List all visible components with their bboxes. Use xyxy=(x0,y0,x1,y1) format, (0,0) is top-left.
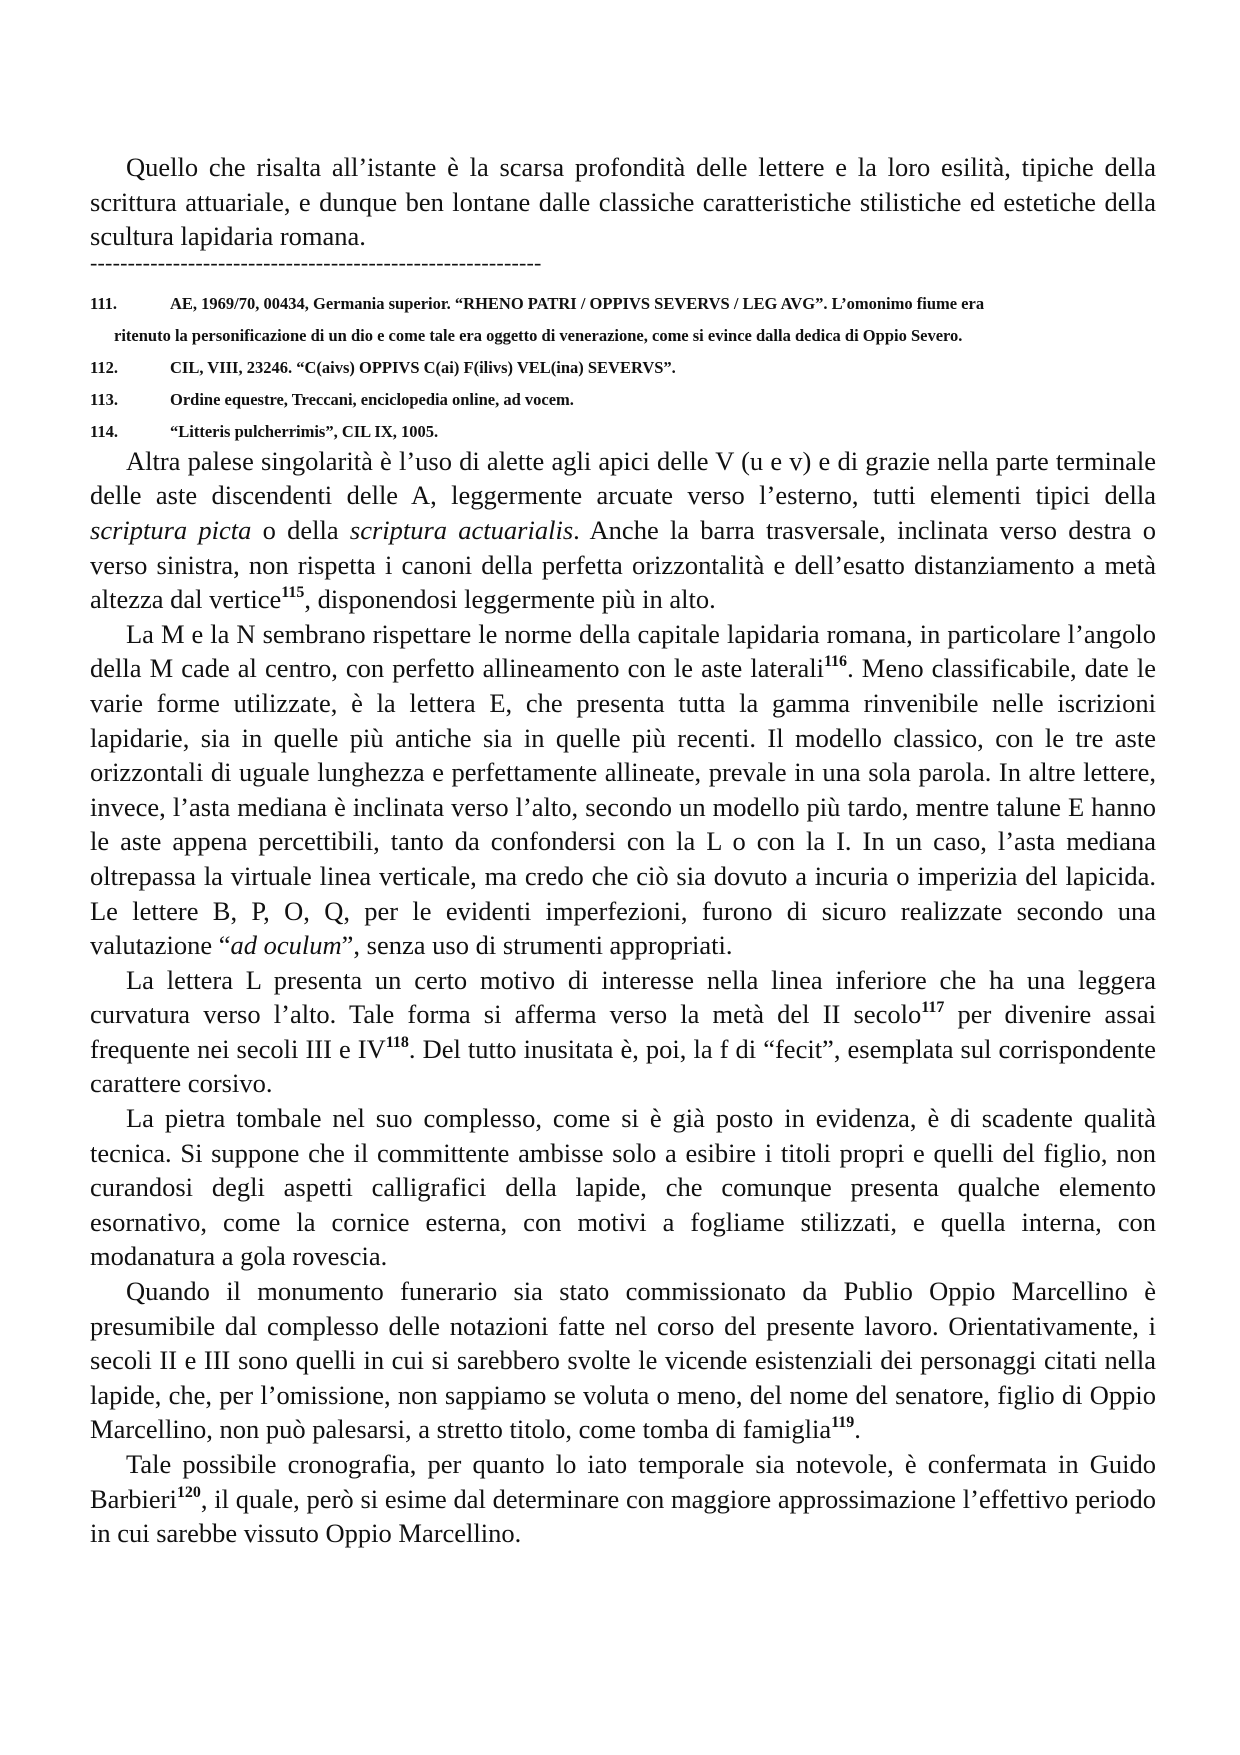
italic-term: ad oculum xyxy=(230,930,342,961)
footnote-ref-120[interactable]: 120 xyxy=(176,1483,201,1501)
footnote-number: 111. xyxy=(90,293,118,313)
paragraph-3 xyxy=(90,963,1156,1101)
footnote-separator: ------------------------------------------------------------ xyxy=(90,253,542,275)
text-run: Tale possibile cronografia, per quanto lo iato temporale sia notevole, è confermata in Guido Barbieri xyxy=(90,1449,1156,1514)
text-run: , il quale, però si esime dal determinare con maggiore approssimazione l’effettivo periodo in cui sarebbe vissuto Oppio Marcellino. xyxy=(90,1483,1156,1549)
footnote-ref-117[interactable]: 117 xyxy=(921,999,945,1017)
text-run: . Del tutto inusitata è, poi, la f di “fecit”, esemplata sul corrispondente carattere corsivo. xyxy=(90,1033,1156,1099)
italic-term: scriptura picta xyxy=(90,514,252,545)
text-run: Quando il monumento funerario sia stato commissionato da Publio Oppio Marcellino è presumibile dal complesso delle notazioni fatte nel corso del presente lavoro. Orientativamente, i secoli II e III sono quelli in cui si sarebbero svolte le vicende esistenziali dei personaggi citati nella lapide, che, per l’omissione, non sappiamo se voluta o meno, del nome del senatore, figlio di Oppio Marcellino, non può palesarsi, a stretto titolo, come tomba di famiglia xyxy=(90,1276,1156,1445)
footnote-ref-115[interactable]: 115 xyxy=(281,584,305,602)
footnote-continuation: ritenuto la personificazione di un dio e come tale era oggetto di venerazione, come si evince dalla dedica di Oppio Severo. xyxy=(114,325,963,345)
footnote-text: AE, 1969/70, 00434, Germania superior. “RHENO PATRI / OPPIVS SEVERVS / LEG AVG”. L’omonimo fiume era xyxy=(170,293,985,313)
text-run: , disponendosi leggermente più in alto. xyxy=(304,584,716,615)
footnote-number: 112. xyxy=(90,357,118,377)
document-page xyxy=(90,150,1156,1551)
text-run: La lettera L presenta un certo motivo di interesse nella linea inferiore che ha una leggera curvatura verso l’alto. Tale forma si afferma verso la metà del II secolo xyxy=(90,964,1156,1030)
paragraph-4 xyxy=(90,1101,1156,1274)
italic-term: scriptura actuarialis xyxy=(349,514,574,545)
paragraph-1 xyxy=(90,444,1156,617)
footnote-ref-119[interactable]: 119 xyxy=(831,1414,855,1432)
paragraph-intro: Quello che risalta all’istante è la scarsa profondità delle lettere e la loro esilità, tipiche della scrittura attuariale, e dunque ben lontane dalle classiche caratteristiche stilistiche ed estetiche della scultura lapidaria romana. xyxy=(90,152,1156,252)
footnote-114 xyxy=(90,416,1156,448)
footnote-text: “Litteris pulcherrimis”, CIL IX, 1005. xyxy=(170,421,439,441)
footnote-112 xyxy=(90,352,1156,384)
paragraph-6 xyxy=(90,1447,1156,1551)
text-run: . Meno classificabile, date le varie forme utilizzate, è la lettera E, che presenta tutta la gamma rinvenibile nelle iscrizioni lapidarie, sia in quelle più antiche sia in quelle più recenti. Il modello classico, con le tre aste orizzontali di uguale lunghezza e perfettamente allineate, prevale in una sola parola. In altre lettere, invece, l’asta mediana è inclinata verso l’alto, secondo un modello più tardo, mentre talune E hanno le aste appena percettibili, tanto da confondersi con la L o con la I. In un caso, l’asta mediana oltrepassa la virtuale linea verticale, ma credo che ciò sia dovuto a incuria o imperizia del lapicida. Le lettere B, P, O, Q, per le evidenti imperfezioni, furono di sicuro realizzate secondo una valutazione “ xyxy=(90,653,1156,961)
text-run: . Anche la barra trasversale, inclinata verso destra o verso sinistra, non rispetta i canoni della perfetta orizzontalità e dell’esatto distanziamento a metà altezza dal vertice xyxy=(90,514,1156,615)
text-run: ”, senza uso di strumenti appropriati. xyxy=(341,930,733,961)
text-run: . xyxy=(854,1414,861,1445)
paragraph-5 xyxy=(90,1274,1156,1447)
footnote-text: CIL, VIII, 23246. “C(aivs) OPPIVS C(ai) F(ilivs) VEL(ina) SEVERVS”. xyxy=(170,357,676,377)
text-run: La M e la N sembrano rispettare le norme della capitale lapidaria romana, in particolare l’angolo della M cade al centro, con perfetto allineamento con le aste laterali xyxy=(90,618,1156,684)
text-run: o della xyxy=(251,514,350,545)
footnote-number: 113. xyxy=(90,389,118,409)
paragraph-2 xyxy=(90,617,1156,963)
footnote-ref-118[interactable]: 118 xyxy=(385,1033,409,1051)
footnote-113 xyxy=(90,384,1156,416)
footnotes-block xyxy=(90,288,1156,448)
text-run: La pietra tombale nel suo complesso, come si è già posto in evidenza, è di scadente qualità tecnica. Si suppone che il committente ambisse solo a esibire i titoli propri e quelli del figlio, non curandosi degli aspetti calligrafici della lapide, che comunque presenta qualche elemento esornativo, come la cornice esterna, con motivi a fogliame stilizzati, e quella interna, con modanatura a gola rovescia. xyxy=(90,1103,1156,1272)
text-run: Altra palese singolarità è l’uso di alette agli apici delle V (u e v) e di grazie nella parte terminale delle aste discendenti delle A, leggermente arcuate verso l’esterno, tutti elementi tipici della xyxy=(90,445,1156,511)
footnote-111 xyxy=(90,288,1156,352)
footnote-text: Ordine equestre, Treccani, enciclopedia online, ad vocem. xyxy=(170,389,574,409)
footnote-ref-116[interactable]: 116 xyxy=(823,653,848,671)
text-run: per divenire assai frequente nei secoli III e IV xyxy=(90,999,1156,1064)
footnote-number: 114. xyxy=(90,421,118,441)
